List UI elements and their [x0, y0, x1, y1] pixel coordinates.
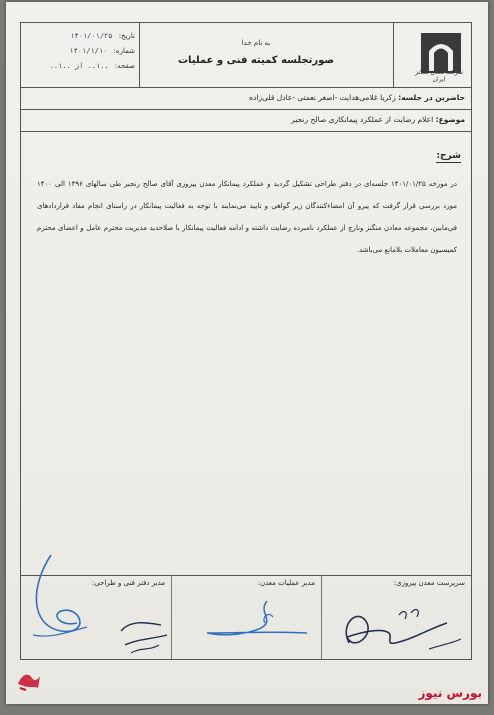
brand-watermark: بورس نیوز — [418, 686, 482, 700]
supervisor-label: سرپرست معدن پیروزی: — [393, 579, 465, 587]
form-frame — [20, 22, 472, 660]
header-bottom-line — [21, 87, 471, 88]
date-value: ۱۴۰۱/۰۱/۲۵ — [70, 32, 113, 40]
document-title: صورتجلسه کمیته فنی و عملیات — [177, 55, 335, 66]
red-ribbon-icon — [14, 664, 42, 692]
number-label: شماره: — [113, 47, 135, 55]
signature-divider-left — [171, 575, 172, 659]
signature-divider-right — [321, 575, 322, 659]
description-body — [37, 173, 457, 261]
page-value: ..۱.. از ..۱.. — [49, 62, 109, 70]
subject-label: موضوع: — [435, 115, 465, 124]
bismillah: به نام خدا — [241, 39, 271, 47]
number-row — [25, 44, 135, 59]
attendees-label: حاضرین در جلسه: — [398, 93, 465, 102]
attendees-names: زکریا غلامی‌هدایت -اصغر نعمتی -عادل قلی‌زاده — [249, 93, 396, 102]
subject-row — [291, 115, 465, 124]
document-meta — [25, 29, 135, 74]
number-value: ۱۴۰۱/۱/۱۰ — [69, 47, 108, 55]
header-divider-left — [139, 23, 140, 87]
document-page — [6, 2, 488, 704]
company-name: شرکت معدن منگنز ایران — [414, 69, 464, 83]
date-label: تاریخ: — [118, 32, 135, 40]
design-manager-signature — [21, 535, 171, 659]
subject-text: اعلام رضایت از عملکرد پیمانکاری صالح رنجبر — [291, 115, 434, 124]
attendees-row — [249, 93, 465, 102]
operations-manager-label: مدیر عملیات معدن: — [257, 579, 315, 587]
header-divider-right — [393, 23, 394, 87]
operations-manager-signature — [177, 593, 317, 653]
subject-line — [21, 131, 471, 132]
attendees-line — [21, 109, 471, 110]
description-paragraph: در مورخه ۱۴۰۱/۰۱/۲۵ جلسه‌ای در دفتر طراحی تشکیل گردید و عملکرد پیمانکار معدن پیروزی آقای صالح رنجبر طی سالهای ۱۳۹۶ الی ۱۴۰۰ مورد بررسی قرار گرفت که پیرو آن امضاءکنندگان زیر گواهی و تایید می‌نمایند با توجه به فعالیت پیمانکار در راستای انجام مفاد قراردادهای فی‌مابین، مجموعه معادن منگنز ونارچ از عملکرد نامبرده رضایت داشته و ادامه فعالیت پیمانکار با صلاحدید مدیریت محترم عامل و اعضای محترم کمیسیون معاملات بلامانع می‌باشد. — [37, 180, 457, 254]
description-label: شرح: — [436, 151, 461, 161]
signature-area — [21, 575, 471, 659]
supervisor-signature — [329, 593, 465, 657]
date-row — [25, 29, 135, 44]
page-label: صفحه: — [114, 62, 135, 70]
design-manager-label: مدیر دفتر فنی و طراحی: — [91, 579, 165, 587]
page-row — [25, 59, 135, 74]
